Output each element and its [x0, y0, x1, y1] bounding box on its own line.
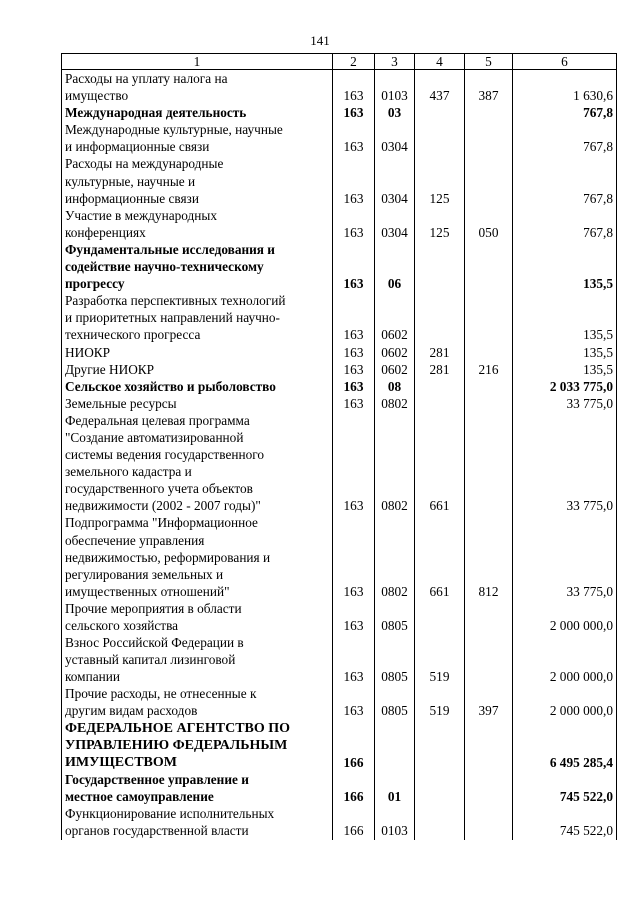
- row-description: [62, 361, 333, 378]
- expense-type-code: [465, 121, 513, 155]
- expense-type-code: [465, 155, 513, 206]
- row-description: [62, 395, 333, 412]
- target-item-code: 661: [415, 412, 465, 515]
- amount: 745 522,0: [513, 805, 617, 839]
- row-description: [62, 514, 333, 599]
- amount: 33 775,0: [513, 514, 617, 599]
- row-description: [62, 104, 333, 121]
- description-line: Разработка перспективных технологий: [65, 293, 286, 309]
- target-item-code: [415, 104, 465, 121]
- column-header-1: 1: [62, 54, 333, 70]
- amount: 767,8: [513, 104, 617, 121]
- amount: 745 522,0: [513, 771, 617, 805]
- description-line: недвижимости (2002 - 2007 годы)": [65, 498, 261, 514]
- ministry-code: 163: [333, 378, 375, 395]
- description-line: Подпрограмма "Информационное: [65, 515, 258, 531]
- table-row: [62, 155, 617, 206]
- section-code: 0602: [375, 361, 415, 378]
- amount: 135,5: [513, 344, 617, 361]
- description-line: обеспечение управления: [65, 532, 205, 548]
- description-line: Государственное управление и: [65, 772, 249, 788]
- expense-type-code: [465, 600, 513, 634]
- target-item-code: [415, 720, 465, 772]
- ministry-code: 163: [333, 155, 375, 206]
- description-line: Прочие расходы, не отнесенные к: [65, 686, 257, 702]
- expense-type-code: [465, 805, 513, 839]
- description-line: Другие НИОКР: [65, 361, 155, 377]
- amount: 135,5: [513, 292, 617, 343]
- section-code: 08: [375, 378, 415, 395]
- amount: 2 000 000,0: [513, 634, 617, 685]
- table-row: [62, 720, 617, 772]
- column-header-6: 6: [513, 54, 617, 70]
- section-code: 06: [375, 241, 415, 292]
- section-code: 0802: [375, 514, 415, 599]
- expense-type-code: [465, 634, 513, 685]
- description-line: ИМУЩЕСТВОМ: [65, 754, 177, 770]
- description-line: содействие научно-техническому: [65, 259, 264, 275]
- target-item-code: 519: [415, 634, 465, 685]
- expense-type-code: 050: [465, 207, 513, 241]
- ministry-code: 163: [333, 70, 375, 105]
- target-item-code: 281: [415, 344, 465, 361]
- description-line: сельского хозяйства: [65, 618, 179, 633]
- description-line: Участие в международных: [65, 207, 217, 223]
- row-description: [62, 634, 333, 685]
- target-item-code: 125: [415, 155, 465, 206]
- amount: 33 775,0: [513, 412, 617, 515]
- expense-type-code: [465, 720, 513, 772]
- description-line: Расходы на уплату налога на: [65, 71, 228, 86]
- table-row: [62, 805, 617, 839]
- row-description: [62, 121, 333, 155]
- ministry-code: 163: [333, 412, 375, 515]
- description-line: прогрессу: [65, 276, 125, 292]
- section-code: 0304: [375, 155, 415, 206]
- expense-type-code: 387: [465, 70, 513, 105]
- section-code: 0802: [375, 395, 415, 412]
- amount: 135,5: [513, 241, 617, 292]
- target-item-code: [415, 805, 465, 839]
- budget-table: [61, 53, 617, 840]
- section-code: [375, 720, 415, 772]
- table-row: [62, 207, 617, 241]
- expense-type-code: [465, 104, 513, 121]
- table-row: [62, 634, 617, 685]
- target-item-code: [415, 771, 465, 805]
- section-code: 0805: [375, 600, 415, 634]
- expense-type-code: [465, 378, 513, 395]
- target-item-code: 437: [415, 70, 465, 105]
- table-row: [62, 292, 617, 343]
- description-line: регулирования земельных и: [65, 566, 224, 582]
- table-row: [62, 104, 617, 121]
- table-row: [62, 121, 617, 155]
- ministry-code: 163: [333, 600, 375, 634]
- ministry-code: 163: [333, 361, 375, 378]
- ministry-code: 163: [333, 514, 375, 599]
- description-line: Взнос Российской Федерации в: [65, 635, 244, 651]
- ministry-code: 166: [333, 720, 375, 772]
- amount: 33 775,0: [513, 395, 617, 412]
- ministry-code: 163: [333, 104, 375, 121]
- ministry-code: 163: [333, 685, 375, 719]
- description-line: Федеральная целевая программа: [65, 412, 250, 428]
- ministry-code: 163: [333, 121, 375, 155]
- ministry-code: 163: [333, 344, 375, 361]
- row-description: [62, 70, 333, 105]
- ministry-code: 163: [333, 207, 375, 241]
- description-line: Фундаментальные исследования и: [65, 241, 275, 257]
- amount: 2 000 000,0: [513, 685, 617, 719]
- section-code: 0304: [375, 207, 415, 241]
- expense-type-code: 397: [465, 685, 513, 719]
- ministry-code: 163: [333, 241, 375, 292]
- row-description: [62, 600, 333, 634]
- column-header-5: 5: [465, 54, 513, 70]
- description-line: системы ведения государственного: [65, 447, 264, 463]
- expense-type-code: [465, 771, 513, 805]
- row-description: [62, 685, 333, 719]
- expense-type-code: [465, 395, 513, 412]
- amount: 767,8: [513, 207, 617, 241]
- table-row: [62, 412, 617, 515]
- target-item-code: [415, 395, 465, 412]
- ministry-code: 166: [333, 805, 375, 839]
- description-line: "Создание автоматизированной: [65, 429, 244, 445]
- description-line: Прочие мероприятия в области: [65, 600, 242, 616]
- description-line: Международные культурные, научные: [65, 122, 283, 138]
- row-description: [62, 771, 333, 805]
- description-line: уставный капитал лизинговой: [65, 652, 236, 668]
- target-item-code: 281: [415, 361, 465, 378]
- table-row: [62, 378, 617, 395]
- row-description: [62, 720, 333, 772]
- description-line: компании: [65, 669, 120, 685]
- amount: 135,5: [513, 361, 617, 378]
- description-line: технического прогресса: [65, 327, 201, 343]
- expense-type-code: 216: [465, 361, 513, 378]
- section-code: 0802: [375, 412, 415, 515]
- row-description: [62, 378, 333, 395]
- description-line: Земельные ресурсы: [65, 395, 177, 411]
- section-code: 0805: [375, 634, 415, 685]
- table-body: [62, 70, 617, 840]
- target-item-code: [415, 121, 465, 155]
- description-line: УПРАВЛЕНИЮ ФЕДЕРАЛЬНЫМ: [65, 737, 288, 753]
- table-row: [62, 395, 617, 412]
- table-row: [62, 70, 617, 105]
- description-line: органов государственной власти: [65, 823, 249, 839]
- ministry-code: 163: [333, 395, 375, 412]
- ministry-code: 166: [333, 771, 375, 805]
- amount: 767,8: [513, 155, 617, 206]
- row-description: [62, 155, 333, 206]
- row-description: [62, 241, 333, 292]
- column-header-3: 3: [375, 54, 415, 70]
- description-line: и информационные связи: [65, 139, 210, 155]
- row-description: [62, 344, 333, 361]
- description-line: Функционирование исполнительных: [65, 806, 275, 822]
- target-item-code: [415, 241, 465, 292]
- table-row: [62, 514, 617, 599]
- target-item-code: 519: [415, 685, 465, 719]
- row-description: [62, 207, 333, 241]
- section-code: 0805: [375, 685, 415, 719]
- table-row: [62, 685, 617, 719]
- row-description: [62, 412, 333, 515]
- expense-type-code: [465, 344, 513, 361]
- description-line: конференциях: [65, 224, 146, 240]
- table-row: [62, 344, 617, 361]
- target-item-code: [415, 600, 465, 634]
- section-code: 0602: [375, 344, 415, 361]
- column-header-2: 2: [333, 54, 375, 70]
- description-line: и приоритетных направлений научно-: [65, 310, 280, 326]
- table-row: [62, 600, 617, 634]
- section-code: 03: [375, 104, 415, 121]
- header-row: [62, 54, 617, 70]
- description-line: НИОКР: [65, 344, 111, 360]
- page-number: 141: [310, 33, 330, 48]
- ministry-code: 163: [333, 292, 375, 343]
- description-line: Расходы на международные: [65, 156, 224, 172]
- amount: 2 000 000,0: [513, 600, 617, 634]
- target-item-code: [415, 292, 465, 343]
- expense-type-code: [465, 241, 513, 292]
- description-line: ФЕДЕРАЛЬНОЕ АГЕНТСТВО ПО: [65, 720, 291, 736]
- description-line: другим видам расходов: [65, 703, 198, 719]
- amount: 2 033 775,0: [513, 378, 617, 395]
- table-row: [62, 771, 617, 805]
- column-header-4: 4: [415, 54, 465, 70]
- description-line: Сельское хозяйство и рыболовство: [65, 378, 276, 394]
- description-line: информационные связи: [65, 190, 199, 206]
- row-description: [62, 805, 333, 839]
- table-row: [62, 241, 617, 292]
- description-line: имущественных отношений": [65, 583, 230, 599]
- row-description: [62, 292, 333, 343]
- expense-type-code: [465, 412, 513, 515]
- amount: 767,8: [513, 121, 617, 155]
- target-item-code: 125: [415, 207, 465, 241]
- section-code: 0103: [375, 70, 415, 105]
- section-code: 0304: [375, 121, 415, 155]
- description-line: недвижимостью, реформирования и: [65, 549, 271, 565]
- section-code: 0602: [375, 292, 415, 343]
- description-line: государственного учета объектов: [65, 481, 253, 497]
- expense-type-code: 812: [465, 514, 513, 599]
- table-row: [62, 361, 617, 378]
- description-line: Международная деятельность: [65, 105, 247, 121]
- target-item-code: [415, 378, 465, 395]
- description-line: культурные, научные и: [65, 173, 196, 189]
- ministry-code: 163: [333, 634, 375, 685]
- amount: 1 630,6: [513, 70, 617, 105]
- description-line: местное самоуправление: [65, 789, 214, 805]
- section-code: 0103: [375, 805, 415, 839]
- expense-type-code: [465, 292, 513, 343]
- amount: 6 495 285,4: [513, 720, 617, 772]
- description-line: земельного кадастра и: [65, 464, 192, 480]
- section-code: 01: [375, 771, 415, 805]
- target-item-code: 661: [415, 514, 465, 599]
- description-line: имущество: [65, 88, 129, 104]
